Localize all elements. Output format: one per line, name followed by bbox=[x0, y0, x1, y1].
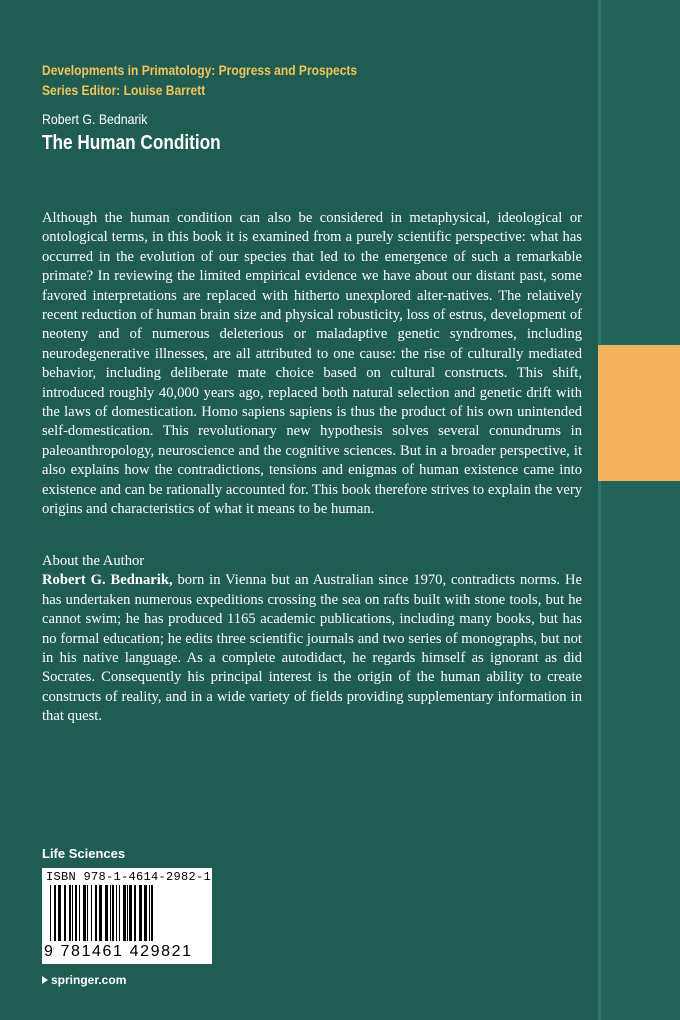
barcode-bar bbox=[112, 885, 114, 941]
barcode-bar bbox=[127, 885, 128, 941]
barcode-bars bbox=[48, 885, 206, 943]
barcode-bar bbox=[139, 885, 142, 941]
book-title: The Human Condition bbox=[42, 132, 221, 154]
barcode-bar bbox=[83, 885, 86, 941]
barcode-bar bbox=[110, 885, 111, 941]
barcode-bar bbox=[144, 885, 147, 941]
publisher-url: springer.com bbox=[51, 973, 127, 987]
barcode-bar bbox=[91, 885, 92, 941]
about-author-heading: About the Author bbox=[42, 553, 145, 569]
about-author-text: born in Vienna but an Australian since 1970, contradicts norms. He has undertaken numerous expeditions crossing the sea on rafts built with stone tools, but he cannot swim; he has produced 1165 academic publications, including many books, but has no formal education; he edits three scientific journals and two series of monographs, but not in his native language. As a complete autodidact, he regards himself as ignorant as did Socrates. Consequently his principal interest is the origin of the human ability to create constructs of reality, and in a wide variety of fields providing supplementary information in that quest. bbox=[42, 572, 582, 725]
isbn-label: ISBN 978-1-4614-2982-1 bbox=[46, 870, 212, 884]
barcode-bar bbox=[123, 885, 126, 941]
barcode-bar bbox=[95, 885, 97, 941]
barcode-bar bbox=[134, 885, 136, 941]
isbn-barcode bbox=[42, 868, 212, 964]
barcode-bar bbox=[58, 885, 61, 941]
category-label: Life Sciences bbox=[42, 846, 126, 861]
barcode-bar bbox=[64, 885, 66, 941]
publisher-link[interactable] bbox=[42, 972, 126, 988]
series-editor: Series Editor: Louise Barrett bbox=[42, 82, 206, 98]
barcode-bar bbox=[79, 885, 80, 941]
barcode-bar bbox=[87, 885, 88, 941]
barcode-bar bbox=[129, 885, 132, 941]
about-author-name: Robert G. Bednarik, bbox=[42, 572, 173, 589]
ean-digits: 9 781461 429821 bbox=[44, 943, 193, 960]
barcode-bar bbox=[69, 885, 71, 941]
barcode-bar bbox=[151, 885, 153, 941]
barcode-bar bbox=[105, 885, 108, 941]
barcode-bar bbox=[75, 885, 77, 941]
barcode-bar bbox=[99, 885, 102, 941]
barcode-bar bbox=[72, 885, 73, 941]
series-name: Developments in Primatology: Progress and Prospects bbox=[42, 62, 358, 78]
barcode-bar bbox=[116, 885, 117, 941]
barcode-bar bbox=[50, 885, 51, 941]
arrow-right-icon bbox=[42, 976, 48, 984]
barcode-bar bbox=[119, 885, 120, 941]
blurb-paragraph: Although the human condition can also be considered in metaphysical, ideological or ontological terms, in this book it is examined from a purely scientific perspective: what has occurred in the evolution of our species that led to the emergence of such a remarkable primate? In reviewing the limited empirical evidence we have about our distant past, some favored interpretations are replaced with hitherto unexplored alter-natives. The relatively recent reduction of human brain size and physical robusticity, loss of estrus, development of neoteny and of numerous deleterious or maladaptive genetic syndromes, including neurodegenerative illnesses, are all attributed to one cause: the rise of culturally mediated behavior, including deliberate mate choice based on cultural constructs. This shift, introduced roughly 40,000 years ago, replaced both natural selection and genetic drift with the laws of domestication. Homo sapiens sapiens is thus the product of his own unintended self-domestication. This revolutionary new hypothesis solves several conundrums in paleoanthropology, neuroscience and the cognitive sciences. But in a broader perspective, it also explains how the contradictions, tensions and enigmas of human existence came into existence and can be rationally accounted for. This book therefore strives to explain the very origins and characteristics of what it means to be human. bbox=[42, 210, 582, 518]
book-author: Robert G. Bednarik bbox=[42, 111, 148, 127]
orange-accent-band bbox=[598, 345, 680, 481]
series-header bbox=[42, 60, 357, 100]
barcode-bar bbox=[54, 885, 56, 941]
barcode-bar bbox=[149, 885, 150, 941]
spine-stripe bbox=[598, 0, 680, 1020]
about-author-body bbox=[42, 571, 582, 726]
